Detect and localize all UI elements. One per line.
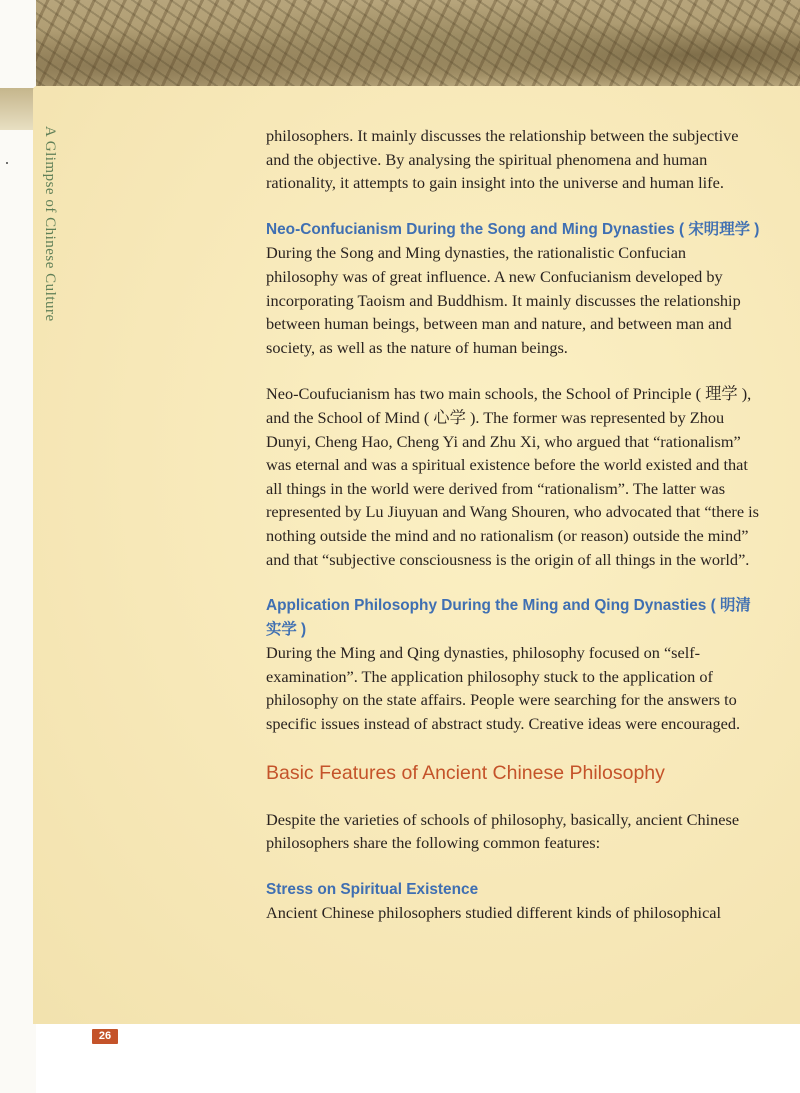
section-application-philosophy <box>266 594 762 736</box>
margin-mark <box>6 162 8 164</box>
intro-paragraph: philosophers. It mainly discusses the relationship between the subjective and the objective. By analysing the spiritual phenomena and human rationality, it attempts to gain insight into the universe and human life. <box>266 126 739 193</box>
section-neo-confucianism <box>266 218 762 571</box>
paragraph: During the Ming and Qing dynasties, philosophy focused on “self-examination”. The application philosophy stuck to the application of philosophy on the state affairs. People were searching for the answers to specific issues instead of abstract study. Creative ideas were encouraged. <box>266 643 741 734</box>
page-content <box>266 124 762 925</box>
paragraph: Ancient Chinese philosophers studied different kinds of philosophical <box>266 903 722 923</box>
left-painting-edge <box>0 88 36 130</box>
chapter-heading-basic-features: Basic Features of Ancient Chinese Philosophy <box>266 761 665 784</box>
section-stress-spiritual <box>266 878 762 925</box>
paragraph: During the Song and Ming dynasties, the rationalistic Confucian philosophy was of great influence. A new Confucianism developed by incorporating Taoism and Buddhism. It mainly discusses the relationship between human beings, between man and nature, and between man and society, as well as the nature of human beings. <box>266 243 741 357</box>
section-heading: Stress on Spiritual Existence <box>266 880 479 898</box>
book-side-title: A Glimpse of Chinese Culture <box>42 126 58 322</box>
paragraph: Despite the varieties of schools of philosophy, basically, ancient Chinese philosophers share the following common features: <box>266 809 740 853</box>
section-heading: Neo-Confucianism During the Song and Ming Dynasties ( 宋明理学 ) <box>266 220 760 238</box>
paragraph: Neo-Coufucianism has two main schools, the School of Principle ( 理学 ), and the School of Mind ( 心学 ). The former was represented by Zhou Dunyi, Cheng Hao, Cheng Yi and Zhu Xi, who argued that “rationalism” was eternal and was a spiritual existence before the world existed and that all things in the world were derived from “rationalism”. The latter was represented by Lu Jiuyuan and Wang Shouren, who advocated that “there is nothing outside the mind and no rationalism (or reason) outside the mind” and that “subjective consciousness is the origin of all things in the world”. <box>266 384 760 569</box>
section-heading: Application Philosophy During the Ming and Qing Dynasties ( 明清实学 ) <box>266 597 751 638</box>
page-number-badge: 26 <box>92 1029 118 1044</box>
left-margin <box>0 0 36 1093</box>
